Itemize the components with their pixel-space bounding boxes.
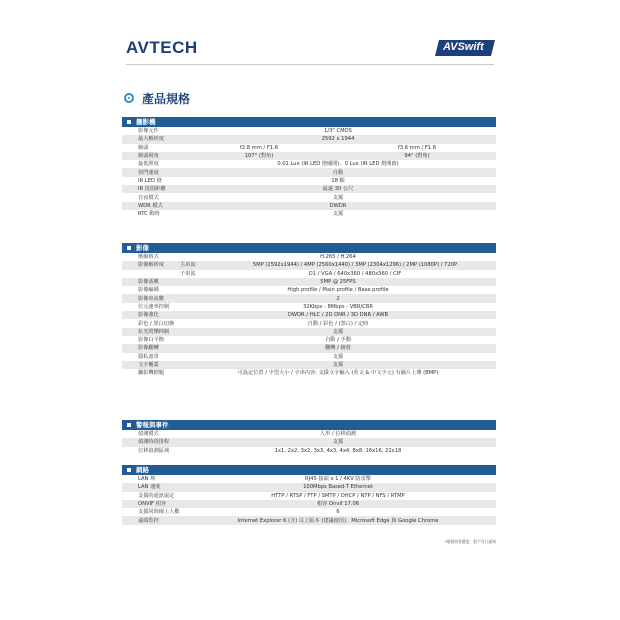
spec-key: 最大解析度 — [138, 136, 164, 143]
spec-row — [122, 177, 496, 185]
spec-row — [122, 336, 496, 344]
spec-row — [122, 508, 496, 516]
section-header — [122, 243, 496, 253]
avswift-logo-text: AVSwift — [443, 41, 484, 53]
spec-key: IR 投射距離 — [138, 186, 166, 193]
spec-key: 文字覆蓋 — [138, 362, 159, 368]
spec-value: 2592 x 1944 — [321, 136, 355, 143]
spec-value: 94° (對角) — [404, 153, 430, 160]
spec-value-pair — [180, 152, 496, 160]
spec-value: 可設定位置 / 字型大小 / 字串內容: 支援文字輸入 (英文 & 中文字元) 有圖片上傳 (BMP) — [237, 370, 439, 377]
section-header — [122, 420, 496, 430]
spec-subkey: 主串流 — [180, 262, 196, 269]
spec-key: WDR 模式 — [138, 202, 163, 209]
spec-row — [122, 475, 496, 483]
spec-row — [122, 303, 496, 311]
spec-key: 偵測模式 — [138, 431, 159, 438]
spec-row — [122, 500, 496, 508]
header-divider — [126, 64, 494, 65]
spec-row — [122, 483, 496, 491]
spec-value: 2 — [336, 295, 340, 302]
spec-value: Internet Explorer 6 (含) 以上版本 (建議使用)、Microsoft Edge 與 Google Chrome — [237, 517, 439, 524]
spec-row — [122, 447, 496, 455]
spec-value: 1x1, 2x2, 3x2, 3x3, 4x3, 4x4, 8x8, 16x16, 22x18 — [274, 447, 402, 454]
section-title: 網路 — [136, 466, 149, 474]
spec-value: HTTP / RTSP / FTP / SMTP / DHCP / NTP / NFS / RTMP — [271, 492, 405, 499]
spec-key: 影像元件 — [138, 128, 159, 135]
spec-value: 18 顆 — [331, 177, 345, 184]
spec-section — [122, 243, 496, 377]
spec-row — [122, 278, 496, 286]
spec-row — [122, 144, 496, 152]
section-title: 攝影機 — [136, 118, 156, 126]
spec-key: 影像串流數 — [138, 295, 164, 302]
square-bullet-icon — [127, 120, 131, 124]
spec-value: 翻轉 / 鏡射 — [325, 345, 351, 352]
spec-row — [122, 369, 496, 377]
page-title — [124, 90, 190, 106]
spec-value-pair — [180, 144, 496, 152]
spec-row — [122, 193, 496, 201]
spec-row — [122, 127, 496, 135]
spec-value: 支援 — [332, 439, 344, 446]
section-header — [122, 465, 496, 475]
spec-value: 自動 / 手動 — [325, 337, 351, 344]
spec-row — [122, 294, 496, 302]
spec-key: 日夜模式 — [138, 194, 159, 201]
spec-key: 偵測時段排程 — [138, 439, 170, 446]
spec-row — [122, 135, 496, 143]
circle-bullet-icon — [124, 93, 134, 103]
spec-key: 快門速度 — [138, 169, 159, 176]
spec-row — [122, 319, 496, 327]
spec-key: 支援的通訊協定 — [138, 492, 175, 499]
spec-key: RTC 動時 — [138, 211, 160, 218]
spec-row — [122, 202, 496, 210]
spec-row — [122, 516, 496, 524]
spec-value: DWDR / HLC / 2D DNR / 3D DNR / AWB — [287, 312, 389, 319]
spec-value: 5MP (2592x1944) / 4MP (2560x1440) / 3MP (2304x1296) / 2MP (1080P) / 720P — [252, 262, 458, 269]
square-bullet-icon — [127, 423, 131, 427]
spec-key: 彩色 / 黑白切換 — [138, 320, 175, 327]
spec-value: 1/3" CMOS — [324, 128, 352, 135]
spec-key: 影像強化 — [138, 312, 159, 319]
spec-value: 5MP @ 25FPS — [320, 279, 356, 286]
spec-key: 最低照度 — [138, 161, 159, 168]
spec-key: 攝影機標題 — [138, 370, 164, 377]
spec-key: 影像白平衡 — [138, 337, 164, 344]
spec-row — [122, 430, 496, 438]
spec-row — [122, 253, 496, 261]
spec-key: 影像翻轉 — [138, 345, 159, 352]
spec-row — [122, 152, 496, 160]
spec-row — [122, 168, 496, 176]
spec-row — [122, 160, 496, 168]
spec-key: 鏡頭 — [138, 144, 149, 151]
spec-key: 支援同時線上人數 — [138, 509, 180, 516]
section-header — [122, 117, 496, 127]
spec-section — [122, 465, 496, 525]
spec-value: H.265 / H.264 — [320, 254, 356, 261]
spec-value: 32Kbps - 8Mbps - VBR/CBR — [303, 303, 373, 310]
avswift-logo — [437, 40, 493, 56]
spec-row — [122, 344, 496, 352]
spec-key: 影像解析度 — [138, 262, 164, 269]
spec-key: LAN 埠 — [138, 476, 156, 483]
spec-value: RJ45 接頭 x 1 / 4KV 防雷擊 — [305, 476, 371, 483]
spec-row — [122, 210, 496, 218]
spec-value: High profile / Main profile / Base profile — [287, 287, 389, 294]
spec-key: 影像編碼 — [138, 287, 159, 294]
spec-key: 壓縮格式 — [138, 254, 159, 261]
spec-section — [122, 420, 496, 455]
spec-value: DWDR — [329, 202, 347, 209]
spec-value: 6 — [336, 509, 340, 516]
spec-row — [122, 270, 496, 278]
spec-value: 支援 — [332, 328, 344, 335]
spec-value: 0.01 Lux (IR LED 燈關閉)、0 Lux (IR LED 燈開啟) — [277, 161, 399, 168]
spec-key: 位移偵測區域 — [138, 447, 170, 454]
spec-key: LAN 速度 — [138, 484, 161, 491]
spec-value: 支援 — [332, 194, 344, 201]
spec-value: 支援 — [332, 353, 344, 360]
spec-key: 位元速率控制 — [138, 303, 170, 310]
square-bullet-icon — [127, 468, 131, 472]
section-title: 影像 — [136, 244, 149, 252]
spec-row — [122, 353, 496, 361]
spec-value: 最遠 30 公尺 — [322, 186, 354, 193]
spec-key: IR LED 燈 — [138, 177, 162, 184]
spec-section — [122, 117, 496, 218]
spec-value: f2.8 mm / F1.6 — [239, 144, 279, 151]
spec-value: f3.6 mm / F1.6 — [397, 144, 437, 151]
spec-row — [122, 261, 496, 269]
page-title-text: 產品規格 — [142, 91, 191, 106]
spec-subkey: 子串流 — [180, 270, 196, 277]
spec-value: 自動 — [332, 169, 344, 176]
spec-row — [122, 286, 496, 294]
spec-row — [122, 361, 496, 369]
spec-value: 100Mbps Based-T Ethernet — [303, 484, 373, 491]
spec-row — [122, 185, 496, 193]
spec-key: 遠端監控 — [138, 517, 159, 524]
spec-row — [122, 438, 496, 446]
avtech-logo: AVTECH — [126, 38, 198, 57]
spec-row — [122, 328, 496, 336]
spec-value: D1 / VGA / 640x360 / 480x360 / CIF — [308, 270, 402, 277]
square-bullet-icon — [127, 246, 131, 250]
footnote: *規格如有變更，恕不另行通知 — [444, 539, 496, 544]
spec-key: 隱私遮罩 — [138, 353, 159, 360]
spec-value: 支援 — [332, 362, 344, 368]
spec-value: 支援 — [332, 211, 344, 218]
spec-row — [122, 492, 496, 500]
spec-key: ONVIF 相容 — [138, 501, 167, 508]
spec-key: 抗光閃爍抑制 — [138, 328, 170, 335]
section-title: 警報與事件 — [136, 421, 169, 429]
spec-value: 相容 Onvif 17.06 — [316, 501, 360, 508]
spec-row — [122, 311, 496, 319]
spec-value: 人形 / 位移偵測 — [319, 431, 357, 438]
spec-value: 自動 / 彩色 / (黑白) / 定時 — [307, 320, 369, 327]
spec-value: 107° (對角) — [244, 153, 274, 160]
spec-key: 鏡頭視角 — [138, 153, 159, 160]
spec-key: 影像張數 — [138, 279, 159, 286]
